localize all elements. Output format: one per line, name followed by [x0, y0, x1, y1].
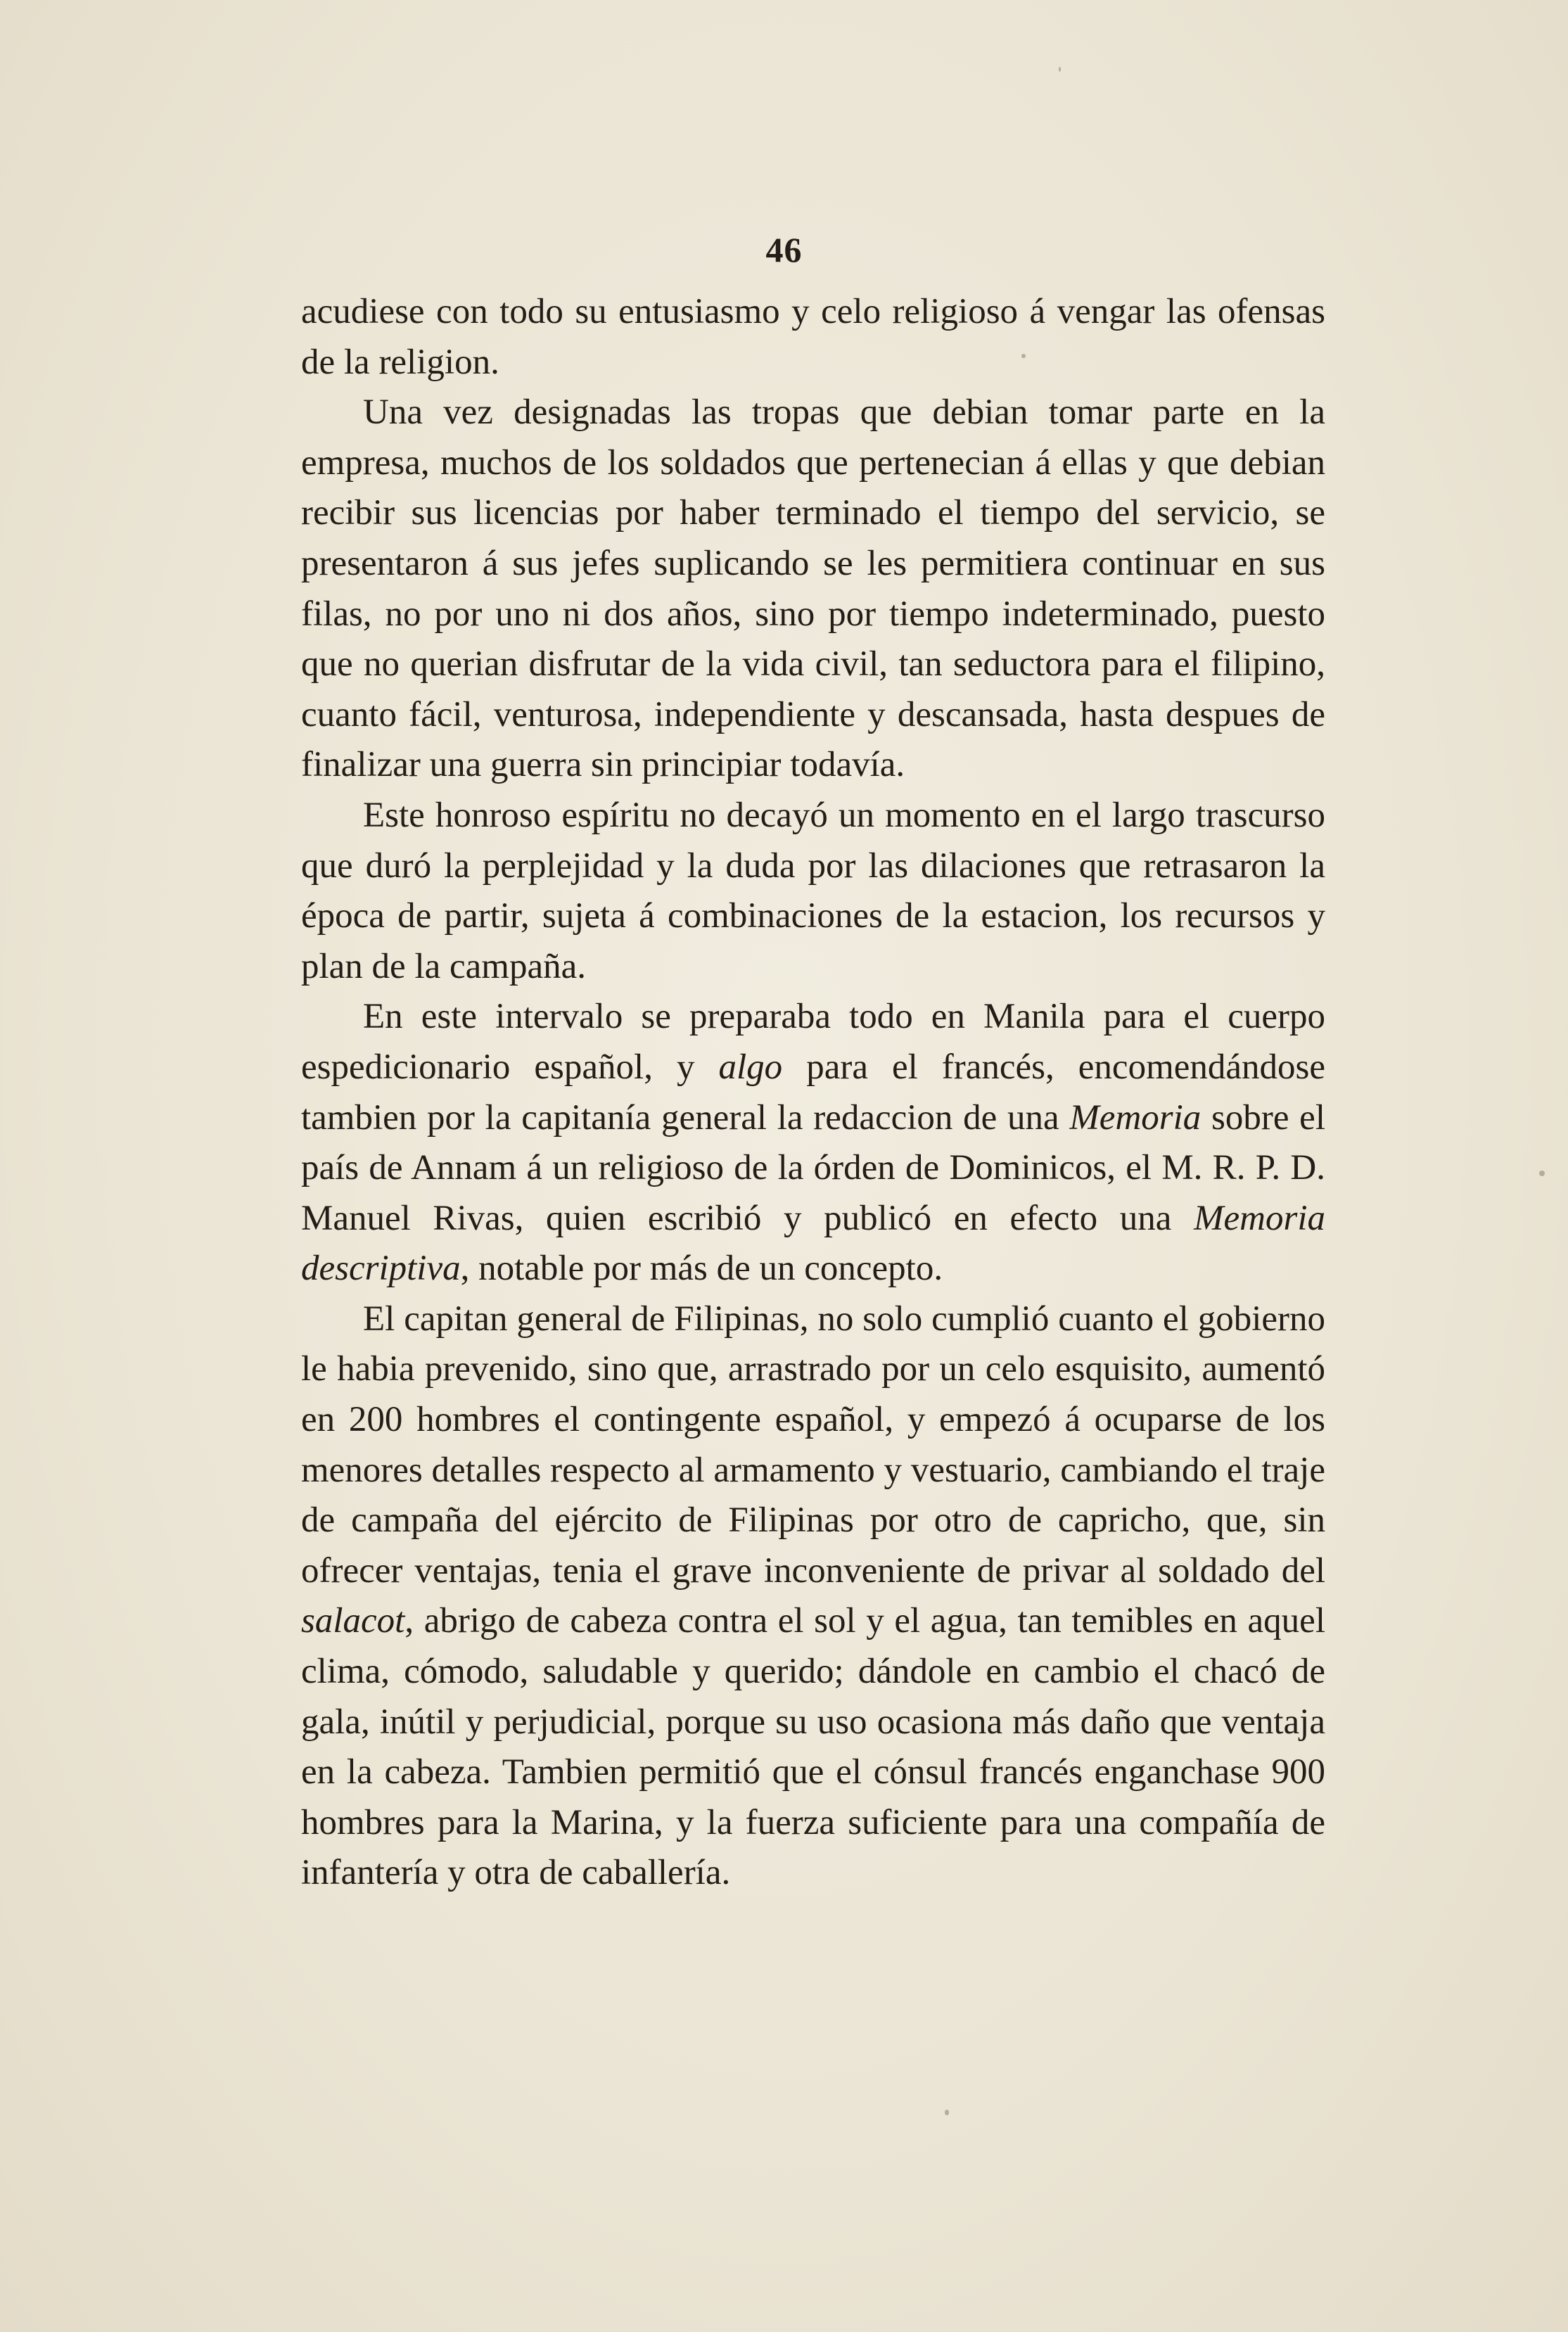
- paper-speck: [1059, 67, 1061, 72]
- text-run: En este intervalo se preparaba todo en Manila para el cuerpo espedicionario español, y: [301, 997, 1325, 1087]
- paper-speck: [945, 2110, 949, 2115]
- text-run: , abrigo de cabeza contra el sol y el agua, tan temibles en aquel clima, cómodo, saludable y querido; dándole en cambio el chacó de gala, inútil y perjudicial, porque su uso ocasiona más daño que ventaja en la cabeza. Tambien permitió que el cónsul francés enganchase 900 hombres para la Marina, y la fuerza suficiente para una compañía de infantería y otra de caballería.: [301, 1601, 1325, 1893]
- italic-text-run: Memoria descriptiva: [301, 1198, 1325, 1289]
- body-text: [301, 287, 1325, 1899]
- italic-text-run: algo: [718, 1047, 783, 1087]
- page-number: 46: [765, 230, 803, 269]
- paragraph: [301, 1294, 1325, 1899]
- text-run: Una vez designadas las tropas que debian tomar parte en la empresa, muchos de los soldados que pertenecian á ellas y que debian recibir sus licencias por haber terminado el tiempo del servicio, se presentaron á sus jefes suplicando se les permitiera continuar en sus filas, no por uno ni dos años, sino por tiempo indeterminado, puesto que no querian disfrutar de la vida civil, tan seductora para el filipino, cuanto fácil, venturosa, independiente y descansada, hasta despues de finalizar una guerra sin principiar todavía.: [301, 393, 1325, 785]
- italic-text-run: salacot: [301, 1601, 405, 1641]
- paragraph: [301, 992, 1325, 1294]
- italic-text-run: Memoria: [1069, 1097, 1202, 1138]
- text-run: sobre el país de Annam á un religioso de la órden de Dominicos, el M. R. P. D. Manuel Rivas, quien escribió y publicó en efecto una: [301, 1097, 1325, 1238]
- paragraph: [301, 388, 1325, 791]
- text-run: El capitan general de Filipinas, no solo cumplió cuanto el gobierno le habia prevenido, sino que, arrastrado por un celo esquisito, aumentó en 200 hombres el contingente español, y empezó á ocuparse de los menores detalles respecto al armamento y vestuario, cambiando el traje de campaña del ejército de Filipinas por otro de capricho, que, sin ofrecer ventajas, tenia el grave inconveniente de privar al soldado del: [301, 1299, 1325, 1591]
- paragraph: [301, 287, 1325, 388]
- paragraph: [301, 791, 1325, 992]
- text-run: para el francés, encomendándose tambien por la capitanía general la redaccion de una: [301, 1047, 1325, 1138]
- paper-speck: [1539, 1171, 1545, 1176]
- text-run: , notable por más de un concepto.: [460, 1249, 943, 1289]
- text-run: acudiese con todo su entusiasmo y celo religioso á vengar las ofensas de la religion.: [301, 292, 1325, 382]
- paper-speck: [1021, 354, 1026, 358]
- text-run: Este honroso espíritu no decayó un momento en el largo trascurso que duró la perplejidad y la duda por las dilaciones que retrasaron la época de partir, sujeta á combinaciones de la estacion, los recursos y plan de la campaña.: [301, 795, 1325, 986]
